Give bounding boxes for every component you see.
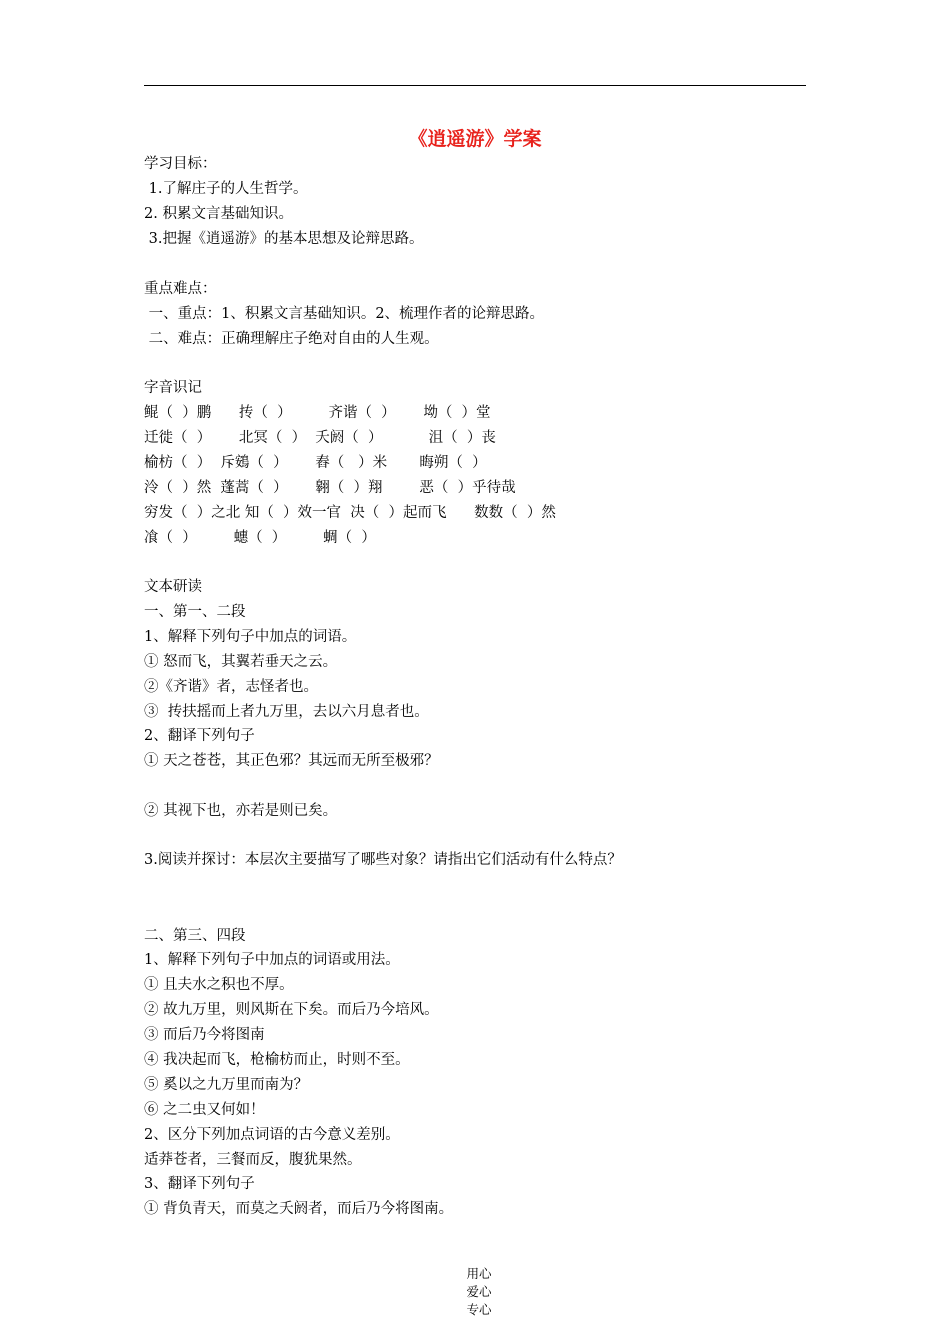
text-line: 榆枋（ ） 斥鴳（ ） 舂（ ）米 晦朔（ ） [144, 455, 487, 471]
text-line: ① 背负青天，而莫之夭阏者，而后乃今将图南。 [144, 1201, 454, 1217]
text-line: 适莽苍者，三餐而反，腹犹果然。 [144, 1152, 362, 1168]
text-line: 3.把握《逍遥游》的基本思想及论辩思路。 [144, 231, 424, 247]
text-line: 一、重点：1、积累文言基础知识。2、梳理作者的论辩思路。 [144, 306, 545, 322]
text-line: ① 且夫水之积也不厚。 [144, 977, 294, 993]
footer-item: 专心 [466, 1302, 492, 1317]
text-line: 2、区分下列加点词语的古今意义差别。 [144, 1127, 400, 1143]
text-line: 字音识记 [144, 380, 202, 396]
text-line: 一、第一、二段 [144, 604, 246, 620]
text-line: 3.阅读并探讨：本层次主要描写了哪些对象？请指出它们活动有什么特点？ [144, 852, 622, 868]
text-line: 二、第三、四段 [144, 928, 246, 944]
text-line: 泠（ ）然 蓬蒿（ ） 翱（ ）翔 恶（ ）乎待哉 [144, 480, 516, 496]
text-line: ① 怒而飞，其翼若垂天之云。 [144, 654, 338, 670]
text-line: ③ 而后乃今将图南 [144, 1027, 265, 1043]
text-line: ④ 我决起而飞，枪榆枋而止，时则不至。 [144, 1052, 410, 1068]
text-line: ③ 抟扶摇而上者九万里，去以六月息者也。 [144, 704, 429, 720]
footer-item: 用心 [466, 1266, 492, 1281]
text-line: 文本研读 [144, 579, 202, 595]
text-line: 1.了解庄子的人生哲学。 [144, 181, 308, 197]
text-line: 2. 积累文言基础知识。 [144, 206, 293, 222]
text-line: 1、解释下列句子中加点的词语或用法。 [144, 952, 400, 968]
text-line: 重点难点： [144, 281, 217, 297]
text-line: 迁徙（ ） 北冥（ ） 夭阏（ ） 沮（ ）丧 [144, 430, 496, 446]
text-line: ⑤ 奚以之九万里而南为？ [144, 1077, 309, 1093]
text-line: 1、解释下列句子中加点的词语。 [144, 629, 357, 645]
page-footer [0, 1249, 950, 1318]
text-line: ② 其视下也，亦若是则已矣。 [144, 803, 338, 819]
text-line: ②《齐谐》者，志怪者也。 [144, 679, 318, 695]
text-line: ⑥ 之二虫又何如！ [144, 1102, 265, 1118]
page-title: 《逍遥游》学案 [408, 128, 542, 150]
text-line: ② 故九万里，则风斯在下矣。而后乃今培风。 [144, 1002, 439, 1018]
text-line: ① 天之苍苍，其正色邪？其远而无所至极邪？ [144, 753, 439, 769]
text-line: 3、翻译下列句子 [144, 1176, 255, 1192]
header-rule [144, 85, 806, 86]
text-line: 2、翻译下列句子 [144, 728, 255, 744]
footer-item: 爱心 [466, 1284, 492, 1299]
text-line: 二、难点：正确理解庄子绝对自由的人生观。 [144, 331, 439, 347]
text-line: 鲲（ ）鹏 抟（ ） 齐谐（ ） 坳（ ）堂 [144, 405, 491, 421]
text-line: 学习目标： [144, 156, 217, 172]
text-line: 飡（ ） 蟪（ ） 蜩（ ） [144, 530, 376, 546]
text-line: 穷发（ ）之北 知（ ）效一官 决（ ）起而飞 数数（ ）然 [144, 505, 556, 521]
